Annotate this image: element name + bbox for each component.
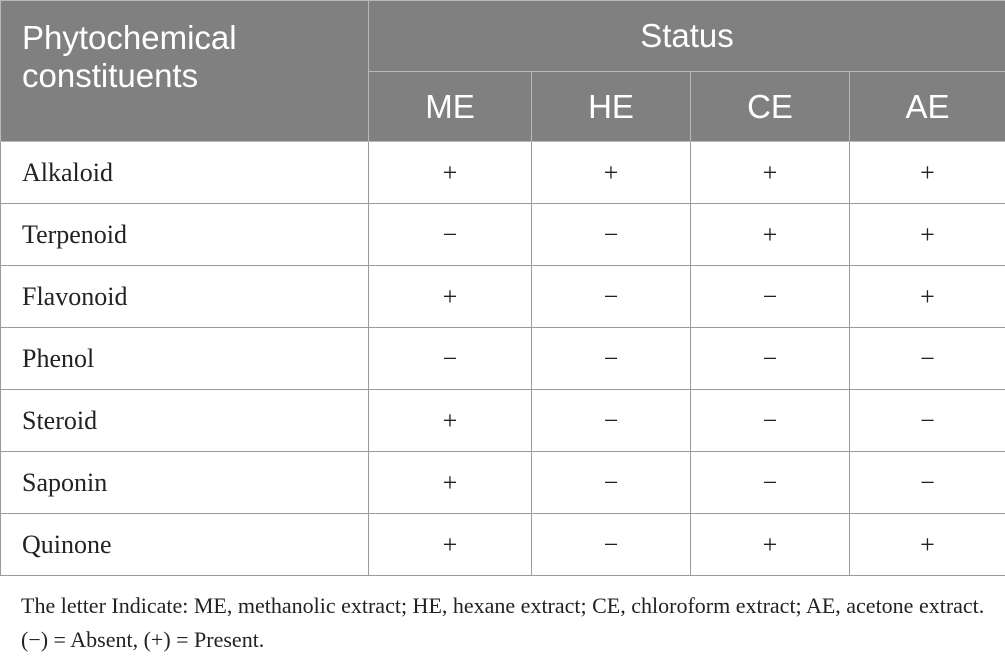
- header-ae: AE: [850, 72, 1005, 142]
- cell-he: −: [532, 266, 691, 328]
- cell-he: −: [532, 204, 691, 266]
- row-name-flavonoid: Flavonoid: [1, 266, 369, 328]
- row-name-alkaloid: Alkaloid: [1, 142, 369, 204]
- cell-he: −: [532, 390, 691, 452]
- cell-ce: −: [691, 328, 850, 390]
- table-row: [1, 390, 1005, 452]
- header-ce: CE: [691, 72, 850, 142]
- table-row: [1, 514, 1005, 576]
- cell-ce: +: [691, 514, 850, 576]
- cell-me: +: [369, 390, 532, 452]
- header-status: Status: [369, 1, 1005, 72]
- cell-ae: −: [850, 452, 1005, 514]
- cell-ae: −: [850, 390, 1005, 452]
- cell-ae: −: [850, 328, 1005, 390]
- row-name-phenol: Phenol: [1, 328, 369, 390]
- table-row: [1, 142, 1005, 204]
- row-name-steroid: Steroid: [1, 390, 369, 452]
- cell-he: −: [532, 328, 691, 390]
- cell-ae: +: [850, 142, 1005, 204]
- cell-he: −: [532, 452, 691, 514]
- row-name-terpenoid: Terpenoid: [1, 204, 369, 266]
- table-row: [1, 328, 1005, 390]
- cell-ce: +: [691, 204, 850, 266]
- cell-ae: +: [850, 204, 1005, 266]
- table-row: [1, 266, 1005, 328]
- cell-me: −: [369, 328, 532, 390]
- cell-ce: −: [691, 452, 850, 514]
- cell-me: +: [369, 142, 532, 204]
- cell-ce: −: [691, 390, 850, 452]
- table-row: [1, 204, 1005, 266]
- header-me: ME: [369, 72, 532, 142]
- cell-me: +: [369, 514, 532, 576]
- row-name-saponin: Saponin: [1, 452, 369, 514]
- cell-ae: +: [850, 514, 1005, 576]
- table-footnote: The letter Indicate: ME, methanolic extract; HE, hexane extract; CE, chloroform extract; AE, acetone extract. (−) = Absent, (+) = Present.: [21, 593, 985, 652]
- cell-me: +: [369, 452, 532, 514]
- cell-he: −: [532, 514, 691, 576]
- header-row-top: [1, 1, 1005, 72]
- row-name-quinone: Quinone: [1, 514, 369, 576]
- cell-me: −: [369, 204, 532, 266]
- table-row: [1, 452, 1005, 514]
- header-he: HE: [532, 72, 691, 142]
- cell-ce: −: [691, 266, 850, 328]
- cell-me: +: [369, 266, 532, 328]
- cell-he: +: [532, 142, 691, 204]
- cell-ae: +: [850, 266, 1005, 328]
- cell-ce: +: [691, 142, 850, 204]
- header-phytochemical-constituents: Phytochemical constituents: [1, 1, 369, 142]
